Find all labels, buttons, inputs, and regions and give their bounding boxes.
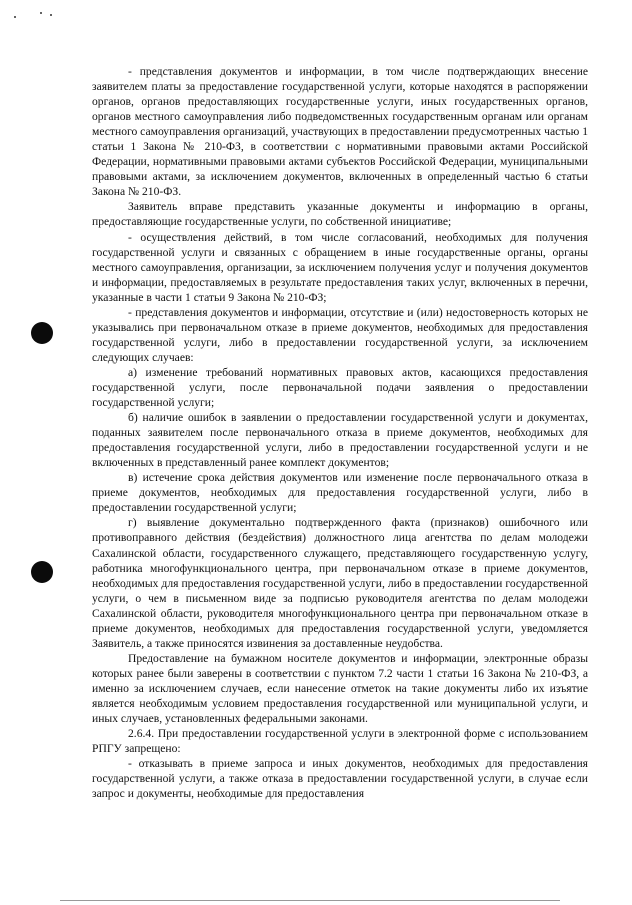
- paragraph: Заявитель вправе представить указанные документы и информацию в органы, предоставляющие государственные услуги, по собственной инициативе;: [92, 200, 588, 229]
- paragraph: Предоставление на бумажном носителе документов и информации, электронные образы которых ранее были заверены в соответствии с пунктом 7.2 части 1 статьи 16 Закона № 210-ФЗ, а именно за исключением случаев, если нанесение отметок на такие документы либо их изъятие является необходимым условием предоставления государственной или муниципальной услуги, и иных случаев, установленных федеральными законами.: [92, 651, 588, 726]
- scan-speck: [50, 14, 52, 16]
- paragraph: в) истечение срока действия документов или изменение после первоначального отказа в приеме документов, необходимых для предоставления государственной услуги, либо в предоставлении государственной услуги;: [92, 471, 588, 515]
- paragraph: б) наличие ошибок в заявлении о предоставлении государственной услуги и документах, поданных заявителем после первоначального отказа в приеме документов, необходимых для предоставления государственной услуги, либо в предоставлении государственной услуги и не включенных в представленный ранее комплект документов;: [92, 411, 588, 470]
- paragraph: а) изменение требований нормативных правовых актов, касающихся предоставления государственной услуги, после первоначальной подачи заявления о предоставлении государственной услуги;: [92, 365, 588, 410]
- paragraph: - представления документов и информации, отсутствие и (или) недостоверность которых не указывались при первоначальном отказе в приеме документов, необходимых для предоставления государственной услуги, либо в предоставлении государственной услуги, за исключением следующих случаев:: [92, 305, 588, 364]
- scan-speck: [40, 12, 42, 14]
- punch-hole: [31, 322, 53, 344]
- paragraph: - представления документов и информации, в том числе подтверждающих внесение заявителем платы за предоставление государственной услуги, которые находятся в распоряжении органов, органов предоставляющих государственные услуги, иных государственных органов, органов местного самоуправления либо подведомственных государственным органам или органам местного самоуправления организаций, участвующих в предоставлении предусмотренных частью 1 статьи 1 Закона № 210-ФЗ, в соответствии с нормативными правовыми актами Российской Федерации, нормативными правовыми актами субъектов Российской Федерации, муниципальными правовыми актами, за исключением документов, включенных в определенный частью 6 статьи Закона № 210-ФЗ.: [92, 65, 588, 199]
- paragraph: - осуществления действий, в том числе согласований, необходимых для получения государственной услуги и связанных с обращением в иные государственные органы, органы местного самоуправления, организации, за исключением получения услуг и получения документов и информации, предоставляемых в результате предоставления таких услуг, включенных в перечни, указанные в части 1 статьи 9 Закона № 210-ФЗ;: [92, 230, 588, 304]
- scan-speck: [14, 16, 16, 18]
- paragraph: - отказывать в приеме запроса и иных документов, необходимых для предоставления государственной услуги, а также отказа в предоставлении государственной услуги, в случае если запрос и документы, необходимые для предоставления: [92, 757, 588, 801]
- paragraph: 2.6.4. При предоставлении государственной услуги в электронной форме с использованием РПГУ запрещено:: [92, 727, 588, 756]
- paragraph: г) выявление документально подтвержденного факта (признаков) ошибочного или противоправного действия (бездействия) должностного лица агентства по делам молодежи Сахалинской области, государственного служащего, представляющего государственную услугу, работника многофункционального центра, при первоначальном отказе в приеме документов, необходимых для предоставления государственной услуги, либо в предоставлении государственной услуги, о чем в письменном виде за подписью руководителя агентства по делам молодежи Сахалинской области, руководителя многофункционального центра при первоначальном отказе в приеме документов, необходимых для предоставления государственной услуги, уведомляется Заявитель, а также приносятся извинения за доставленные неудобства.: [92, 516, 588, 650]
- scan-edge-line: [60, 900, 560, 901]
- document-body: [92, 64, 588, 801]
- punch-hole: [31, 561, 53, 583]
